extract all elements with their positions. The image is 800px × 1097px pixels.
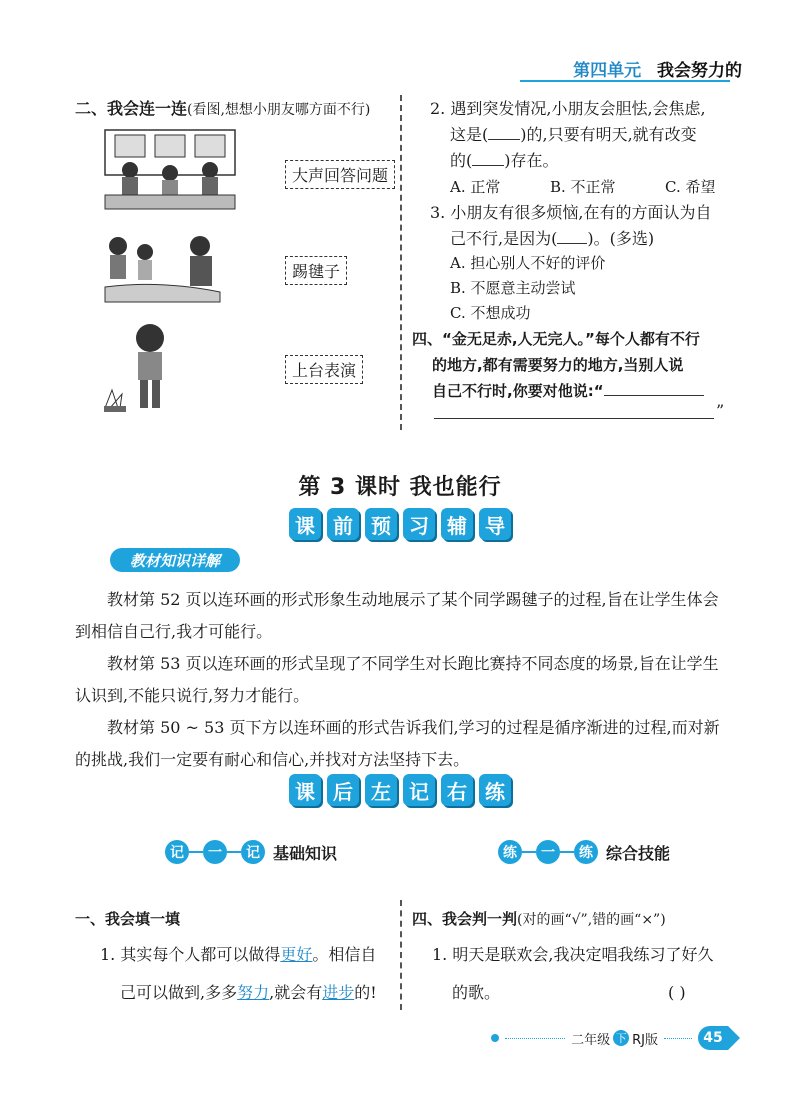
pill-char: 一: [203, 840, 227, 864]
footer-dotted-line: [505, 1038, 565, 1039]
textbook-badge: 教材知识详解: [110, 548, 240, 572]
fill-text: ,就会有: [269, 983, 323, 1002]
banner-char: 前: [327, 508, 359, 540]
unit-number: 第四单元: [573, 61, 642, 81]
banner-char: 右: [441, 774, 473, 806]
q2-line3: [450, 148, 559, 174]
pill-connector: [227, 851, 241, 853]
judge-answer-paren[interactable]: ( ): [668, 983, 686, 1002]
judge-hint: (对的画“√”,错的画“×”): [517, 912, 666, 928]
q2-text-c: 的(: [450, 151, 473, 170]
q3-blank[interactable]: [557, 243, 587, 244]
q2-text-b: )的,只要有明天,就有改变: [520, 125, 697, 144]
nervous-boy-illustration: [100, 318, 180, 413]
q2-blank-2[interactable]: [472, 165, 504, 166]
page-footer: [491, 1026, 740, 1050]
banner-char: 习: [403, 508, 435, 540]
fill-text: 1. 其实每个人都可以做得: [100, 945, 281, 964]
section4-line3: [432, 378, 704, 404]
q2-blank-1[interactable]: [488, 139, 520, 140]
pill-label: 基础知识: [273, 843, 338, 863]
banner-char: 课: [289, 508, 321, 540]
q2-option-a[interactable]: A. 正常: [450, 178, 501, 196]
q3-text-b: )。(多选): [587, 229, 655, 248]
column-divider-bottom: [400, 900, 402, 1010]
banner-char: 课: [289, 774, 321, 806]
judge-q1-line1: 1. 明天是联欢会,我决定唱我练习了好久: [432, 945, 714, 964]
q3-line2: [450, 226, 654, 252]
pill-char: 练: [574, 840, 598, 864]
section2-heading-row: [75, 96, 370, 123]
section2-heading: 二、我会连一连: [75, 99, 188, 118]
banner-char: 辅: [441, 508, 473, 540]
judge-heading: 四、我会判一判: [412, 910, 518, 928]
page-number: 45: [698, 1026, 728, 1050]
banner-char: 后: [327, 774, 359, 806]
section4-answer-line1[interactable]: [604, 395, 704, 396]
judge-heading-row: [412, 906, 666, 933]
q2-option-c[interactable]: C. 希望: [665, 178, 716, 196]
fill-q1-line1: [100, 942, 376, 968]
q3-option-b[interactable]: B. 不愿意主动尝试: [450, 279, 576, 297]
footer-grade: 二年级: [571, 1032, 611, 1048]
banner-char: 左: [365, 774, 397, 806]
q3-text-a: 己不行,是因为(: [450, 229, 558, 248]
section2-hint: (看图,想想小朋友哪方面不行): [187, 102, 371, 118]
pill-char: 记: [165, 840, 189, 864]
fill-answer[interactable]: 努力: [237, 983, 270, 1002]
pill-practice: [498, 840, 670, 864]
unit-title: 我会努力的: [657, 61, 742, 81]
pill-connector: [522, 851, 536, 853]
section4-answer-line2[interactable]: [434, 418, 714, 419]
fill-answer[interactable]: 更好: [280, 945, 313, 964]
q3-option-a[interactable]: A. 担心别人不好的评价: [450, 254, 606, 272]
fill-text: 己可以做到,多多: [120, 983, 238, 1002]
pill-connector: [560, 851, 574, 853]
pill-char: 练: [498, 840, 522, 864]
q2-line2: [450, 122, 697, 148]
pill-remember: [165, 840, 337, 864]
fill-text: 的!: [354, 983, 377, 1002]
fill-heading: 一、我会填一填: [75, 910, 181, 928]
fill-answer[interactable]: 进步: [322, 983, 355, 1002]
section4-end-quote: ”: [716, 401, 725, 420]
column-divider-top: [400, 95, 402, 430]
unit-header: [573, 56, 742, 81]
footer-term: 下: [613, 1030, 629, 1046]
banner-preview: [0, 508, 800, 540]
footer-dot: [491, 1034, 499, 1042]
banner-char: 导: [479, 508, 511, 540]
pill-char: 一: [536, 840, 560, 864]
lesson-paragraph: 教材第 53 页以连环画的形式呈现了不同学生对长跑比赛持不同态度的场景,旨在让学生认识到,不能只说行,努力才能行。: [75, 654, 719, 705]
pill-connector: [189, 851, 203, 853]
banner-char: 记: [403, 774, 435, 806]
q2-text-a: 这是(: [450, 125, 489, 144]
banner-practice: [0, 774, 800, 806]
footer-dotted-line: [664, 1038, 692, 1039]
match-label-shuttlecock: 踢毽子: [285, 256, 347, 285]
section4-prompt: 自己不行时,你要对他说:“: [432, 382, 604, 400]
fill-text: 。相信自: [312, 945, 377, 964]
header-rule: [520, 80, 730, 82]
pill-char: 记: [241, 840, 265, 864]
q2-line1: 2. 遇到突发情况,小朋友会胆怯,会焦虑,: [430, 99, 706, 118]
q3-option-c[interactable]: C. 不想成功: [450, 304, 531, 322]
page-arrow-icon: [728, 1026, 740, 1050]
section4-line1: 四、“金无足赤,人无完人。”每个人都有不行: [412, 330, 700, 348]
judge-q1-line2: 的歌。: [452, 983, 501, 1002]
section4-line2: 的地方,都有需要努力的地方,当别人说: [432, 356, 684, 374]
banner-char: 练: [479, 774, 511, 806]
lesson-paragraph: 教材第 50 ~ 53 页下方以连环画的形式告诉我们,学习的过程是循序渐进的过程,而对新的挑战,我们一定要有耐心和信心,并找对方法坚持下去。: [75, 718, 720, 769]
classroom-illustration: [100, 125, 240, 213]
lesson-title: 第 3 课时 我也能行: [298, 475, 502, 500]
fill-q1-line2: [120, 980, 377, 1006]
q2-option-b[interactable]: B. 不正常: [550, 178, 616, 196]
banner-char: 预: [365, 508, 397, 540]
q3-line1: 3. 小朋友有很多烦恼,在有的方面认为自: [430, 203, 712, 222]
pill-label: 综合技能: [606, 843, 671, 863]
shuttlecock-illustration: [100, 232, 230, 304]
q2-text-d: )存在。: [504, 151, 559, 170]
match-label-perform: 上台表演: [285, 355, 363, 384]
lesson-paragraph: 教材第 52 页以连环画的形式形象生动地展示了某个同学踢毽子的过程,旨在让学生体会到相信自己行,我才可能行。: [75, 590, 719, 641]
footer-edition: RJ版: [632, 1032, 658, 1048]
match-label-answer: 大声回答问题: [285, 160, 395, 189]
